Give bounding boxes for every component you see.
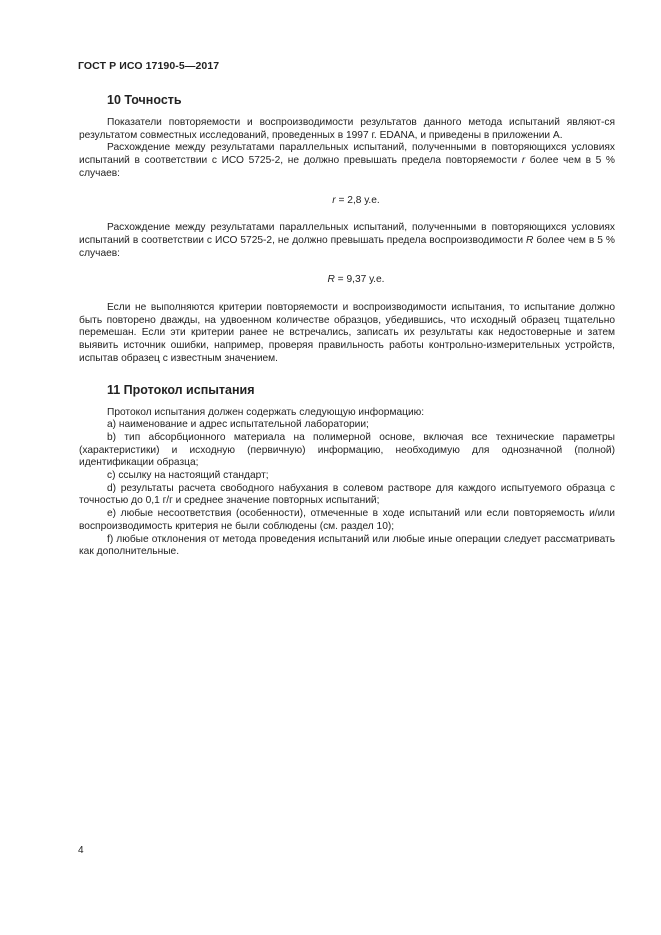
formula-repeatability-value: = 2,8 у.е. <box>335 194 380 206</box>
formula-reproducibility-symbol: R <box>327 274 335 286</box>
section-11-title: 11 Протокол испытания <box>107 382 255 397</box>
list-item-c: c) ссылку на настоящий стандарт; <box>107 470 269 482</box>
section-10-title: 10 Точность <box>107 93 182 107</box>
standard-header: ГОСТ Р ИСО 17190-5—2017 <box>78 60 220 72</box>
list-item-a: a) наименование и адрес испытательной лаборатории; <box>107 419 369 431</box>
section-11-intro: Протокол испытания должен содержать следующую информацию: <box>107 406 425 418</box>
formula-reproducibility-value: = 9,37 у.е. <box>334 274 385 286</box>
section-10-paragraph-1: Показатели повторяемости и воспроизводимости результатов данного метода испытаний являют-ся результатом совместных исследований, проведенных в 1997 г. EDANA, и приведены в приложении А. <box>79 117 615 141</box>
report-requirements-list <box>79 407 615 559</box>
page-number: 4 <box>78 845 84 856</box>
document-body <box>79 93 615 559</box>
formula-reproducibility <box>79 274 615 287</box>
formula-repeatability-symbol: r <box>332 194 336 206</box>
section-10-paragraph-4: Если не выполняются критерии повторяемости и воспроизводимости испытания, то испытание должно быть повторено дважды, на удвоенном количестве образцов, убедившись, что исходный образец тщательно перемешан. Если эти критерии ранее не встречались, записать их результаты как недостоверные и затем выявить источник ошибки, например, проверяя правильность работы контрольно-измерительных устройств, испытав образец с известным значением. <box>79 302 615 364</box>
formula-repeatability <box>79 195 615 208</box>
list-item-e: e) любые несоответствия (особенности), отмеченные в ходе испытаний или если повторяемость и/или воспроизводимость критерия не были соблюдены (см. раздел 10); <box>79 508 615 532</box>
section-10-paragraph-2: Расхождение между результатами параллельных испытаний, полученными в повторяющихся условиях испытаний в соответствии с ИСО 5725-2, не должно превышать предела повторяемости r более чем в 5 % случаев: <box>79 142 615 179</box>
section-10-paragraph-3: Расхождение между результатами параллельных испытаний, полученными в повторяющихся условиях испытаний в соответствии с ИСО 5725-2, не должно превышать предела воспроизводимости R более чем в 5 % случаев: <box>79 222 615 259</box>
list-item-d: d) результаты расчета свободного набухания в солевом растворе для каждого испытуемого образца с точностью до 0,1 г/г и среднее значение повторных испытаний; <box>79 482 615 507</box>
list-item-f: f) любые отклонения от метода проведения испытаний или любые иные операции следует рассматривать как дополнительные. <box>79 533 615 558</box>
list-item-b: b) тип абсорбционного материала на полимерной основе, включая все технические параметры (характеристики) и исходную (первичную) информацию, необходимую для однозначной (полной) идентификации образца; <box>79 431 615 469</box>
